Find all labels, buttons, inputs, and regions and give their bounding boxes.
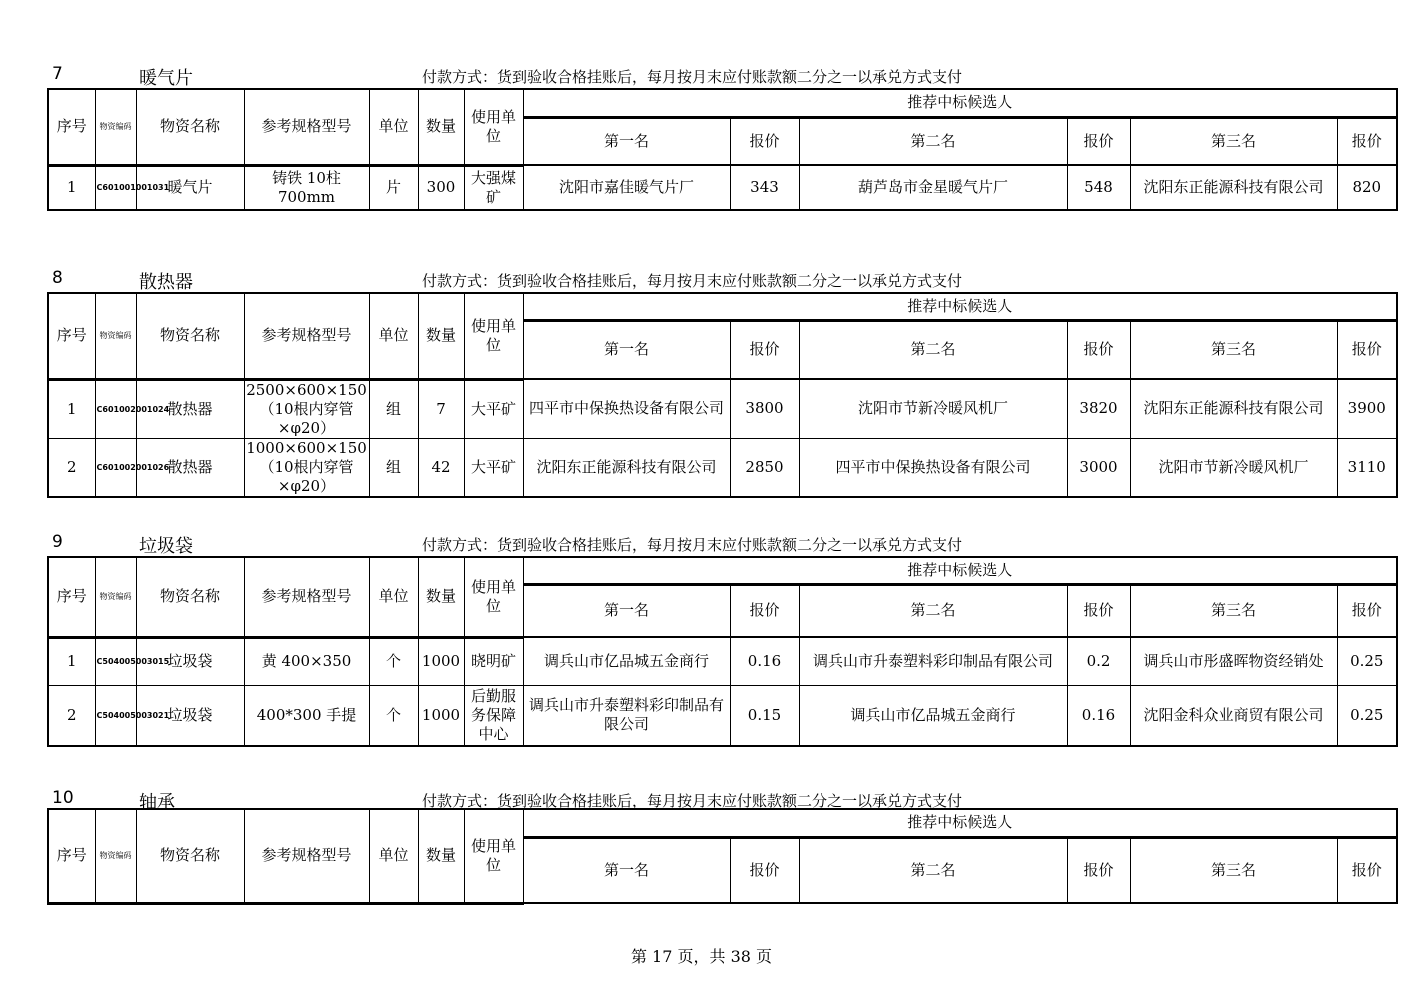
- cell-user: 大平矿: [464, 438, 523, 497]
- cell-qty: 7: [418, 379, 464, 438]
- header-user: 使用单位: [464, 557, 523, 637]
- cell-price-1: 0.16: [730, 637, 799, 685]
- section-number: 7: [52, 64, 63, 84]
- section-9-table: [47, 556, 1398, 747]
- table-row: [48, 165, 1397, 210]
- header-recommended: 推荐中标候选人: [523, 557, 1397, 584]
- header-unit: 单位: [369, 809, 418, 903]
- cell-unit: 组: [369, 379, 418, 438]
- cell-first: 沈阳东正能源科技有限公司: [523, 438, 730, 497]
- cell-second: 调兵山市升泰塑料彩印制品有限公司: [799, 637, 1067, 685]
- header-recommended: 推荐中标候选人: [523, 809, 1397, 837]
- cell-price-2: 3820: [1067, 379, 1130, 438]
- cell-user: 后勤服务保障中心: [464, 685, 523, 746]
- cell-name: 垃圾袋: [136, 637, 244, 685]
- header-price-3: 报价: [1337, 320, 1397, 379]
- header-name: 物资名称: [136, 89, 244, 165]
- header-spec: 参考规格型号: [244, 809, 369, 903]
- section-number: 8: [52, 268, 63, 288]
- cell-price-1: 2850: [730, 438, 799, 497]
- cell-third: 沈阳东正能源科技有限公司: [1130, 165, 1337, 210]
- cell-price-1: 343: [730, 165, 799, 210]
- cell-second: 调兵山市亿品城五金商行: [799, 685, 1067, 746]
- header-second: 第二名: [799, 584, 1067, 637]
- header-seq: 序号: [48, 809, 95, 903]
- cell-first: 沈阳市嘉佳暖气片厂: [523, 165, 730, 210]
- cell-second: 葫芦岛市金星暖气片厂: [799, 165, 1067, 210]
- cell-price-3: 3900: [1337, 379, 1397, 438]
- header-code: 物资编码: [95, 809, 136, 903]
- cell-price-3: 0.25: [1337, 637, 1397, 685]
- header-code: 物资编码: [95, 557, 136, 637]
- cell-third: 沈阳金科众业商贸有限公司: [1130, 685, 1337, 746]
- cell-qty: 1000: [418, 685, 464, 746]
- cell-code: C504005003015: [95, 637, 136, 685]
- table-row: [48, 379, 1397, 438]
- cell-code: C601001001031: [95, 165, 136, 210]
- cell-spec: 1000×600×150（10根内穿管×φ20）: [244, 438, 369, 497]
- header-spec: 参考规格型号: [244, 89, 369, 165]
- cell-third: 调兵山市彤盛晖物资经销处: [1130, 637, 1337, 685]
- header-price-3: 报价: [1337, 837, 1397, 903]
- cell-seq: 2: [48, 438, 95, 497]
- cell-second: 四平市中保换热设备有限公司: [799, 438, 1067, 497]
- cell-first: 调兵山市亿品城五金商行: [523, 637, 730, 685]
- header-third: 第三名: [1130, 584, 1337, 637]
- header-price-2: 报价: [1067, 320, 1130, 379]
- cell-user: 晓明矿: [464, 637, 523, 685]
- header-qty: 数量: [418, 557, 464, 637]
- cell-name: 散热器: [136, 379, 244, 438]
- cell-first: 调兵山市升泰塑料彩印制品有限公司: [523, 685, 730, 746]
- header-price-1: 报价: [730, 584, 799, 637]
- payment-terms: 付款方式：货到验收合格挂账后，每月按月末应付账款额二分之一以承兑方式支付: [422, 792, 963, 810]
- cell-price-1: 3800: [730, 379, 799, 438]
- cell-qty: 300: [418, 165, 464, 210]
- header-user: 使用单位: [464, 809, 523, 903]
- cell-price-3: 0.25: [1337, 685, 1397, 746]
- header-name: 物资名称: [136, 557, 244, 637]
- section-number: 10: [52, 788, 74, 808]
- section-title: 垃圾袋: [139, 536, 193, 557]
- header-price-2: 报价: [1067, 584, 1130, 637]
- cell-name: 暖气片: [136, 165, 244, 210]
- header-price-1: 报价: [730, 320, 799, 379]
- header-unit: 单位: [369, 557, 418, 637]
- header-price-1: 报价: [730, 117, 799, 165]
- payment-terms: 付款方式：货到验收合格挂账后，每月按月末应付账款额二分之一以承兑方式支付: [422, 536, 963, 554]
- header-user: 使用单位: [464, 293, 523, 379]
- cell-seq: 1: [48, 379, 95, 438]
- cell-user: 大平矿: [464, 379, 523, 438]
- header-price-3: 报价: [1337, 117, 1397, 165]
- table-row: [48, 685, 1397, 746]
- header-qty: 数量: [418, 89, 464, 165]
- cell-price-2: 0.2: [1067, 637, 1130, 685]
- header-first: 第一名: [523, 837, 730, 903]
- table-row: [48, 438, 1397, 497]
- header-spec: 参考规格型号: [244, 557, 369, 637]
- header-user: 使用单位: [464, 89, 523, 165]
- cell-seq: 2: [48, 685, 95, 746]
- page-footer: 第 17 页，共 38 页: [630, 947, 773, 966]
- section-10-table: [47, 808, 1398, 905]
- header-name: 物资名称: [136, 809, 244, 903]
- cell-name: 散热器: [136, 438, 244, 497]
- table-row: [48, 637, 1397, 685]
- header-recommended: 推荐中标候选人: [523, 293, 1397, 320]
- header-unit: 单位: [369, 293, 418, 379]
- cell-unit: 个: [369, 685, 418, 746]
- header-code: 物资编码: [95, 89, 136, 165]
- header-price-1: 报价: [730, 837, 799, 903]
- section-title: 暖气片: [139, 68, 193, 89]
- cell-price-1: 0.15: [730, 685, 799, 746]
- cell-second: 沈阳市节新冷暖风机厂: [799, 379, 1067, 438]
- header-third: 第三名: [1130, 320, 1337, 379]
- cell-code: C601002001026: [95, 438, 136, 497]
- cell-unit: 片: [369, 165, 418, 210]
- cell-seq: 1: [48, 165, 95, 210]
- section-title: 散热器: [139, 272, 193, 293]
- cell-price-2: 0.16: [1067, 685, 1130, 746]
- header-price-3: 报价: [1337, 584, 1397, 637]
- header-unit: 单位: [369, 89, 418, 165]
- cell-price-3: 820: [1337, 165, 1397, 210]
- header-second: 第二名: [799, 320, 1067, 379]
- header-first: 第一名: [523, 584, 730, 637]
- header-price-2: 报价: [1067, 117, 1130, 165]
- cell-spec: 2500×600×150（10根内穿管×φ20）: [244, 379, 369, 438]
- cell-user: 大强煤矿: [464, 165, 523, 210]
- cell-unit: 个: [369, 637, 418, 685]
- cell-price-3: 3110: [1337, 438, 1397, 497]
- header-recommended: 推荐中标候选人: [523, 89, 1397, 117]
- cell-name: 垃圾袋: [136, 685, 244, 746]
- header-second: 第二名: [799, 837, 1067, 903]
- payment-terms: 付款方式：货到验收合格挂账后，每月按月末应付账款额二分之一以承兑方式支付: [422, 68, 963, 86]
- header-name: 物资名称: [136, 293, 244, 379]
- header-seq: 序号: [48, 89, 95, 165]
- section-number: 9: [52, 532, 63, 552]
- payment-terms: 付款方式：货到验收合格挂账后，每月按月末应付账款额二分之一以承兑方式支付: [422, 272, 963, 290]
- cell-unit: 组: [369, 438, 418, 497]
- cell-qty: 1000: [418, 637, 464, 685]
- cell-price-2: 3000: [1067, 438, 1130, 497]
- header-first: 第一名: [523, 117, 730, 165]
- header-qty: 数量: [418, 809, 464, 903]
- section-title: 轴承: [139, 792, 175, 813]
- header-third: 第三名: [1130, 837, 1337, 903]
- cell-spec: 黄 400×350: [244, 637, 369, 685]
- header-spec: 参考规格型号: [244, 293, 369, 379]
- header-seq: 序号: [48, 293, 95, 379]
- cell-price-2: 548: [1067, 165, 1130, 210]
- header-code: 物资编码: [95, 293, 136, 379]
- header-price-2: 报价: [1067, 837, 1130, 903]
- cell-third: 沈阳市节新冷暖风机厂: [1130, 438, 1337, 497]
- cell-third: 沈阳东正能源科技有限公司: [1130, 379, 1337, 438]
- cell-code: C504005003021: [95, 685, 136, 746]
- header-qty: 数量: [418, 293, 464, 379]
- section-7-table: [47, 88, 1398, 211]
- header-second: 第二名: [799, 117, 1067, 165]
- cell-qty: 42: [418, 438, 464, 497]
- cell-seq: 1: [48, 637, 95, 685]
- cell-first: 四平市中保换热设备有限公司: [523, 379, 730, 438]
- cell-spec: 铸铁 10柱 700mm: [244, 165, 369, 210]
- header-third: 第三名: [1130, 117, 1337, 165]
- cell-code: C601002001024: [95, 379, 136, 438]
- cell-spec: 400*300 手提: [244, 685, 369, 746]
- header-seq: 序号: [48, 557, 95, 637]
- section-8-table: [47, 292, 1398, 498]
- header-first: 第一名: [523, 320, 730, 379]
